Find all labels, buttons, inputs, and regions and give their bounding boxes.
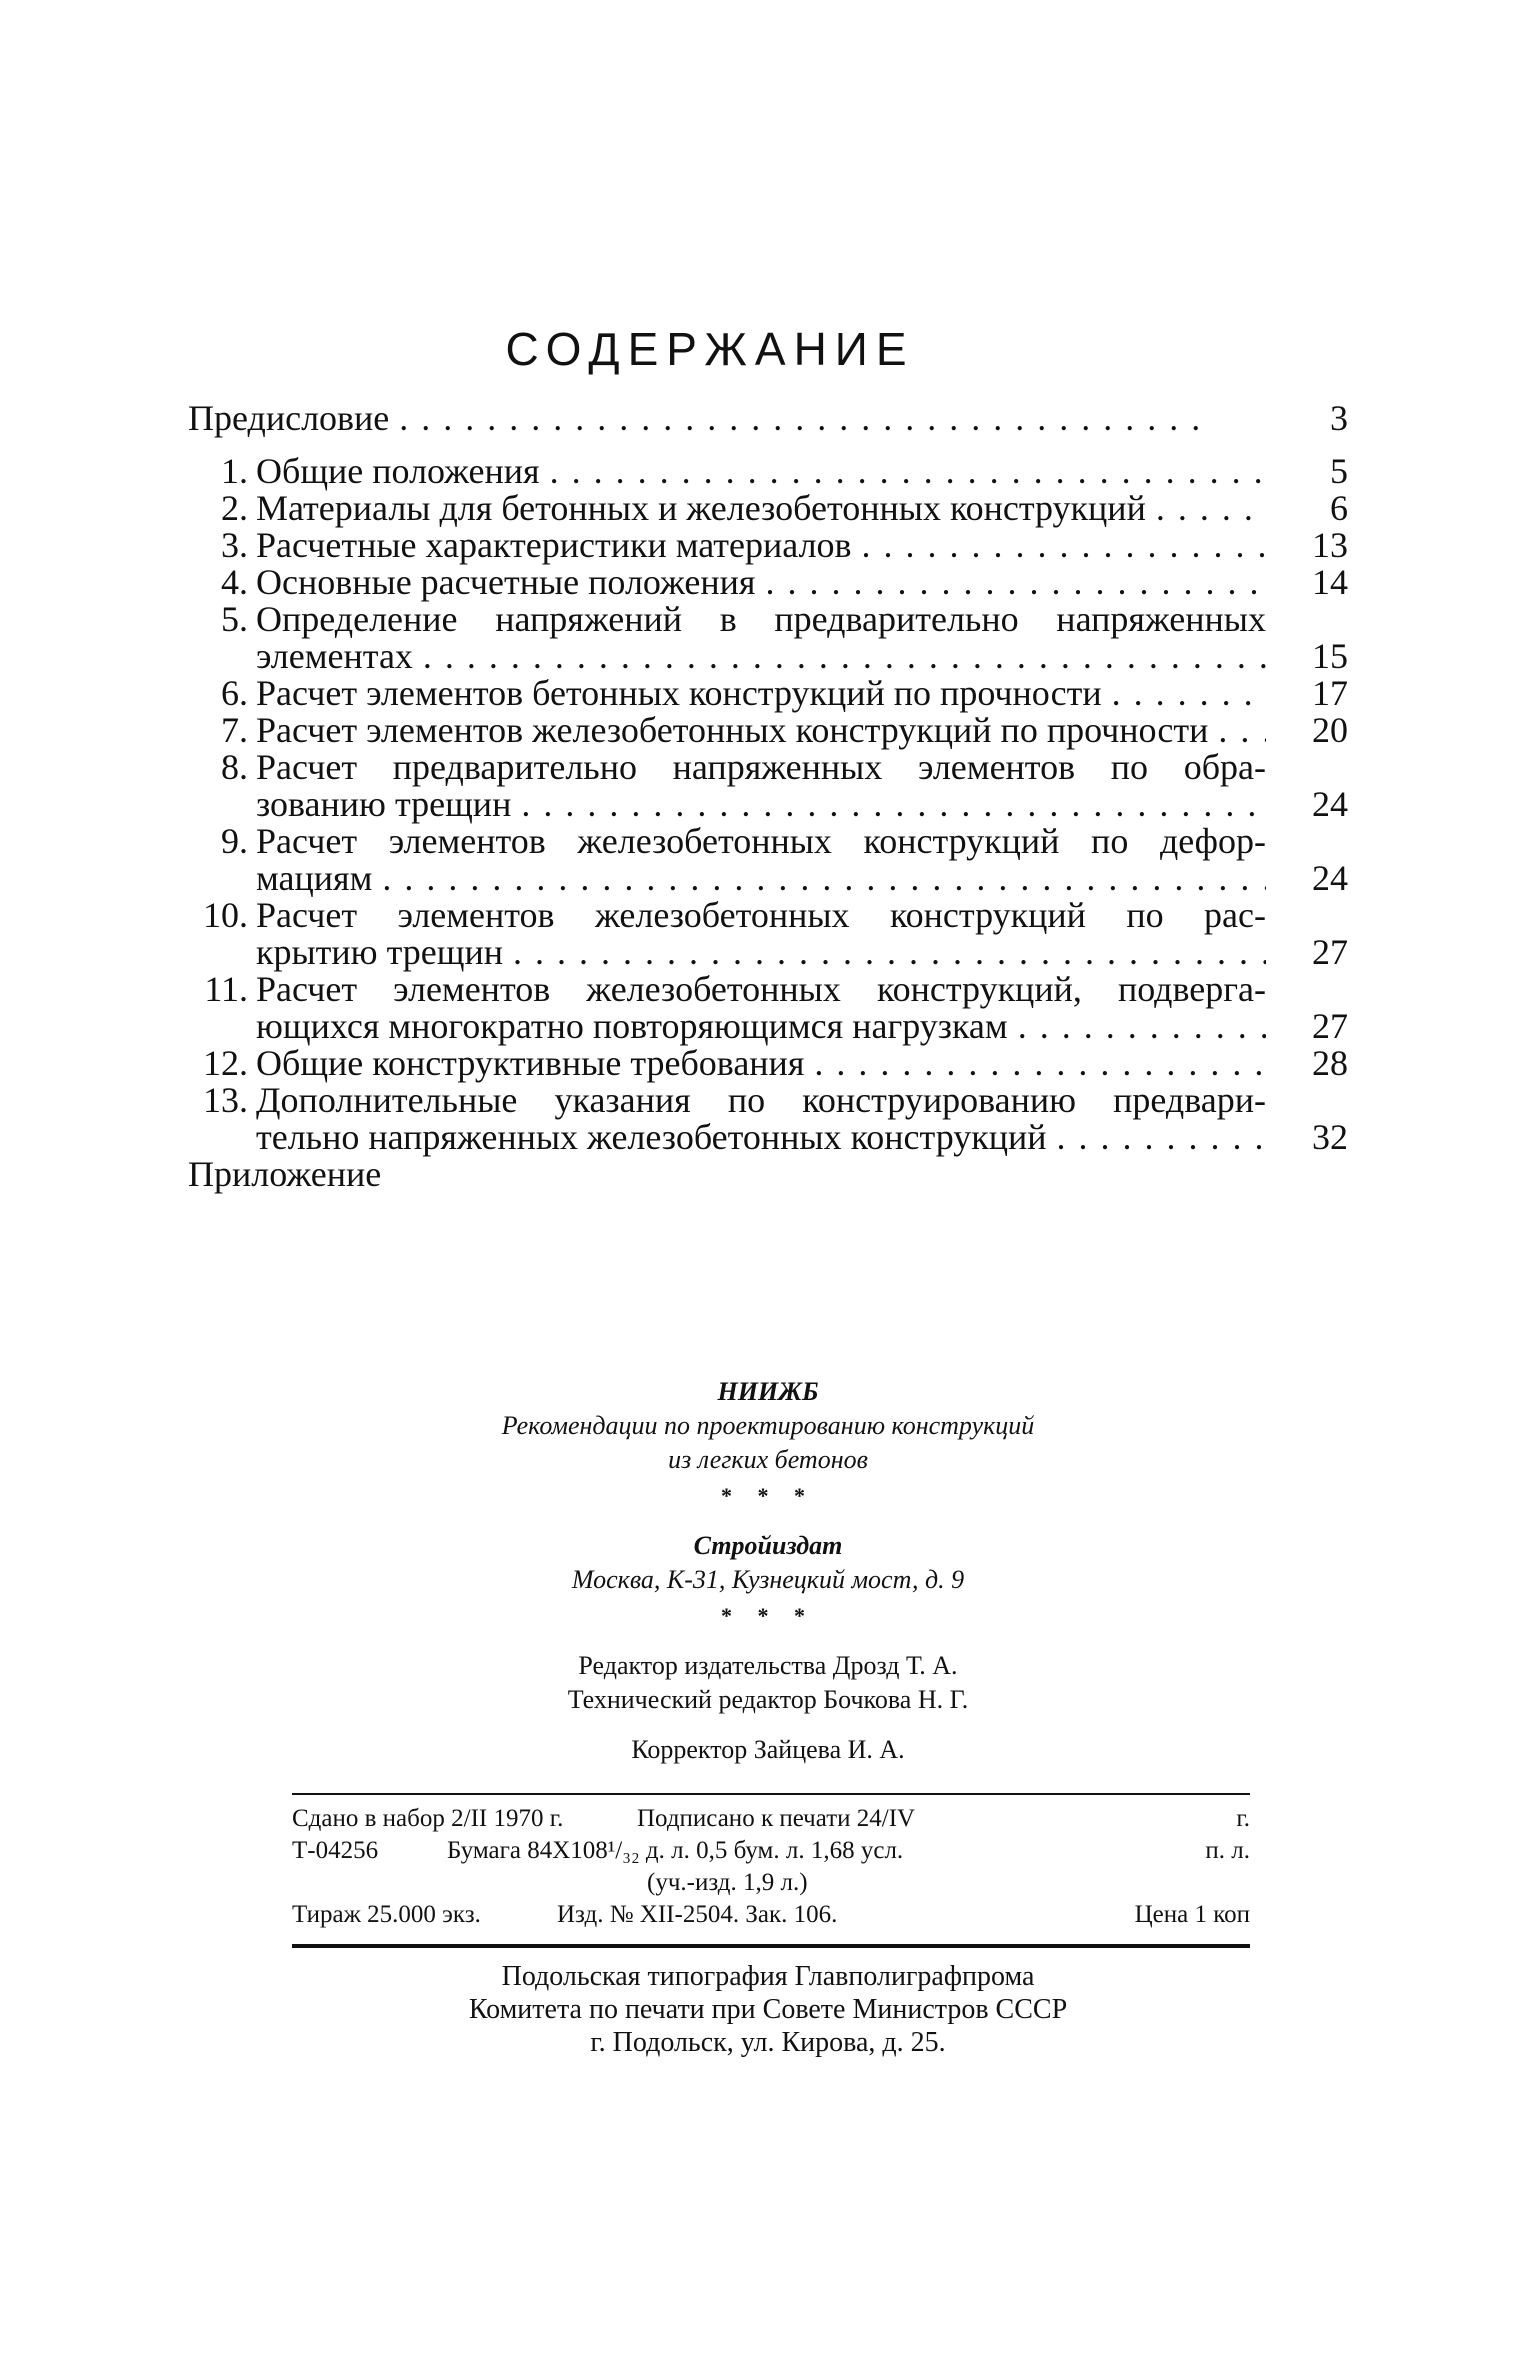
toc-entry-title: Общие конструктивные требования bbox=[256, 1043, 805, 1083]
toc-title: СОДЕРЖАНИЕ bbox=[505, 323, 915, 375]
toc-entry-body bbox=[256, 564, 1266, 601]
toc-entry-number: 7. bbox=[221, 710, 248, 750]
dot-leader bbox=[540, 453, 1266, 490]
toc-entry-body bbox=[256, 490, 1266, 527]
toc-entry-number: 4. bbox=[221, 562, 248, 602]
toc-entry bbox=[188, 749, 1348, 823]
imprint-org: НИИЖБ bbox=[717, 1377, 819, 1406]
toc-entry-body bbox=[256, 712, 1266, 749]
toc-entry bbox=[188, 675, 1348, 712]
pub-cell: Тираж 25.000 экз. bbox=[292, 1901, 481, 1928]
imprint-corrector: Корректор Зайцева И. А. bbox=[631, 1735, 905, 1764]
toc-entry bbox=[188, 823, 1348, 897]
pub-cell: г. bbox=[1236, 1805, 1250, 1832]
toc-entry-page: 13 bbox=[1312, 525, 1348, 565]
toc-entry bbox=[188, 971, 1348, 1045]
dot-leader bbox=[1008, 1008, 1266, 1045]
toc-entry bbox=[188, 527, 1348, 564]
toc-entry bbox=[188, 400, 1348, 437]
toc-entry-line: Расчет элементов железобетонных конструкций, подверга- bbox=[256, 969, 1266, 1009]
pub-cell: (уч.-изд. 1,9 л.) bbox=[647, 1869, 808, 1896]
toc-entry-number: 1. bbox=[221, 451, 248, 491]
toc-entry bbox=[188, 453, 1348, 490]
imprint-book-title-1: Рекомендации по проектированию конструкций bbox=[501, 1411, 1035, 1440]
imprint-publisher: Стройиздат bbox=[693, 1531, 843, 1560]
toc-entry-number: 10. bbox=[203, 895, 248, 935]
toc-entry-title: зованию трещин bbox=[256, 784, 512, 824]
toc-entry bbox=[188, 564, 1348, 601]
toc-entry-body bbox=[188, 400, 1198, 437]
toc-entry-line: Расчет элементов железобетонных конструкций по дефор- bbox=[256, 821, 1266, 861]
printer-line: Комитета по печати при Совете Министров СССР bbox=[468, 1994, 1068, 2025]
toc-entry-number: 2. bbox=[221, 488, 248, 528]
toc-entry-body bbox=[188, 1156, 1198, 1193]
toc-entry-body bbox=[256, 897, 1266, 971]
toc-entry-body bbox=[256, 1045, 1266, 1082]
toc-entry bbox=[188, 1082, 1348, 1156]
toc-entry-page: 24 bbox=[1312, 858, 1348, 898]
toc-entry bbox=[188, 601, 1348, 675]
pub-cell: Сдано в набор 2/II 1970 г. bbox=[292, 1805, 564, 1832]
dot-leader bbox=[1146, 490, 1266, 527]
printer-line: г. Подольск, ул. Кирова, д. 25. bbox=[590, 2027, 946, 2058]
dot-leader bbox=[372, 860, 1266, 897]
dot-leader bbox=[852, 527, 1266, 564]
toc-entry-page: 27 bbox=[1312, 932, 1348, 972]
printer-line: Подольская типография Главполиграфпрома bbox=[501, 1961, 1035, 1992]
toc-entry-page: 6 bbox=[1330, 488, 1348, 528]
toc-entry-title: Предисловие bbox=[188, 398, 390, 438]
pub-cell: Подписано к печати 24/IV bbox=[637, 1805, 916, 1832]
dot-leader bbox=[755, 564, 1266, 601]
toc-entry-line: Дополнительные указания по конструированию предвари- bbox=[256, 1080, 1266, 1120]
pub-cell: Бумага 84X108¹/₃₂ д. л. 0,5 бум. л. 1,68 усл. bbox=[447, 1837, 904, 1864]
pub-cell: Т-04256 bbox=[292, 1837, 379, 1864]
toc-entry bbox=[188, 1156, 1348, 1193]
toc-entry-page: 5 bbox=[1330, 451, 1348, 491]
toc-entry-number: 12. bbox=[203, 1043, 248, 1083]
imprint-book-title-2: из легких бетонов bbox=[668, 1445, 868, 1474]
toc-entry-body bbox=[256, 453, 1266, 490]
publication-details bbox=[292, 1803, 1250, 1931]
toc-entry-body bbox=[256, 1082, 1266, 1156]
toc-entry-page: 17 bbox=[1312, 673, 1348, 713]
toc-entry-body bbox=[256, 823, 1266, 897]
toc-entry-title: Общие положения bbox=[256, 451, 540, 491]
divider-bottom bbox=[292, 1944, 1250, 1948]
toc-entry bbox=[188, 897, 1348, 971]
dot-leader bbox=[503, 934, 1266, 971]
toc-entry-page: 27 bbox=[1312, 1006, 1348, 1046]
imprint-tech-editor: Технический редактор Бочкова Н. Г. bbox=[567, 1685, 969, 1714]
pub-row bbox=[292, 1867, 1250, 1899]
toc-entry bbox=[188, 490, 1348, 527]
toc-entry-body bbox=[256, 675, 1266, 712]
toc-entry-line: Определение напряжений в предварительно напряженных bbox=[256, 599, 1266, 639]
toc-entry-page: 20 bbox=[1312, 710, 1348, 750]
toc-entry-title: ющихся многократно повторяющимся нагрузкам bbox=[256, 1006, 1008, 1046]
toc-entry-title: элементах bbox=[256, 636, 413, 676]
imprint-address: Москва, К-31, Кузнецкий мост, д. 9 bbox=[571, 1565, 965, 1594]
separator-stars: * * * bbox=[721, 1603, 815, 1628]
toc-entry-number: 9. bbox=[221, 821, 248, 861]
toc-entry-body bbox=[256, 971, 1266, 1045]
toc-entry-title: крытию трещин bbox=[256, 932, 503, 972]
toc-entry-title: тельно напряженных железобетонных конструкций bbox=[256, 1117, 1047, 1157]
toc-entry-title: Основные расчетные положения bbox=[256, 562, 756, 602]
toc-entry-title: Приложение bbox=[188, 1154, 382, 1194]
table-of-contents bbox=[188, 400, 1348, 1193]
toc-entry bbox=[188, 1045, 1348, 1082]
toc-entry-title: Материалы для бетонных и железобетонных конструкций bbox=[256, 488, 1146, 528]
toc-entry-body bbox=[256, 749, 1266, 823]
toc-entry-title: мациям bbox=[256, 858, 373, 898]
toc-entry-title: Расчет элементов железобетонных конструкций по прочности bbox=[256, 710, 1209, 750]
dot-leader bbox=[804, 1045, 1266, 1082]
separator-stars: * * * bbox=[721, 1483, 815, 1508]
toc-entry-title: Расчет элементов бетонных конструкций по прочности bbox=[256, 673, 1102, 713]
toc-entry-number: 8. bbox=[221, 747, 248, 787]
toc-entry-page: 24 bbox=[1312, 784, 1348, 824]
pub-row bbox=[292, 1899, 1250, 1931]
toc-entry-number: 6. bbox=[221, 673, 248, 713]
toc-entry-title: Расчетные характеристики материалов bbox=[256, 525, 852, 565]
toc-entry-line: Расчет предварительно напряженных элементов по обра- bbox=[256, 747, 1266, 787]
toc-entry-number: 13. bbox=[203, 1080, 248, 1120]
toc-entry-line: Расчет элементов железобетонных конструкций по рас- bbox=[256, 895, 1266, 935]
toc-entry-page: 14 bbox=[1312, 562, 1348, 602]
dot-leader bbox=[1047, 1119, 1266, 1156]
toc-entry-page: 32 bbox=[1312, 1117, 1348, 1157]
imprint-editor: Редактор издательства Дрозд Т. А. bbox=[578, 1651, 958, 1680]
toc-entry bbox=[188, 712, 1348, 749]
dot-leader bbox=[1102, 675, 1266, 712]
toc-entry-page: 28 bbox=[1312, 1043, 1348, 1083]
dot-leader bbox=[511, 786, 1266, 823]
dot-leader bbox=[413, 638, 1266, 675]
imprint-block bbox=[0, 1375, 1536, 1767]
pub-row bbox=[292, 1835, 1250, 1867]
toc-entry-number: 11. bbox=[204, 969, 248, 1009]
pub-cell: Цена 1 коп bbox=[1134, 1901, 1250, 1928]
pub-cell: п. л. bbox=[1205, 1837, 1250, 1864]
toc-entry-number: 3. bbox=[221, 525, 248, 565]
pub-row bbox=[292, 1803, 1250, 1835]
printer-info bbox=[0, 1960, 1536, 2059]
toc-entry-page: 15 bbox=[1312, 636, 1348, 676]
pub-cell: Изд. № XII-2504. Зак. 106. bbox=[557, 1901, 838, 1928]
dot-leader bbox=[389, 400, 1198, 437]
toc-entry-number: 5. bbox=[221, 599, 248, 639]
toc-entry-page: 3 bbox=[1330, 398, 1348, 438]
toc-entry-body bbox=[256, 527, 1266, 564]
dot-leader bbox=[1208, 712, 1266, 749]
divider-top bbox=[292, 1793, 1250, 1795]
toc-entry-body bbox=[256, 601, 1266, 675]
